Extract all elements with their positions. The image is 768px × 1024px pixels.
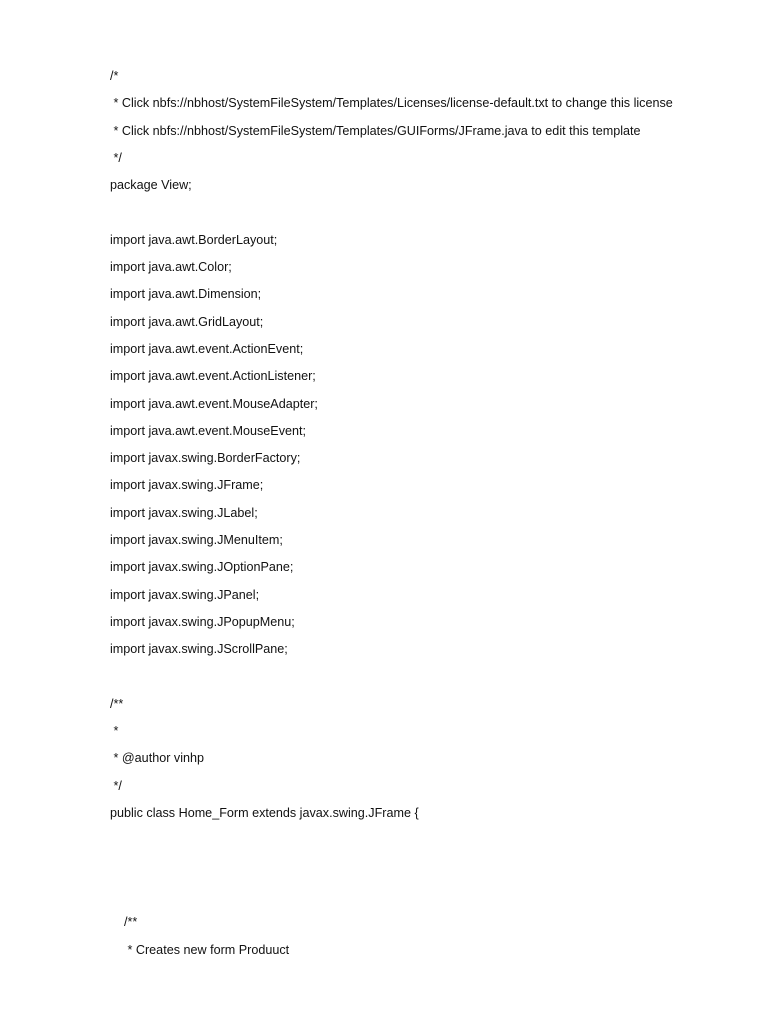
javadoc-close: */ <box>110 778 122 793</box>
import-statement: import java.awt.BorderLayout; <box>110 232 278 247</box>
comment-close: */ <box>110 150 122 165</box>
import-statement: import javax.swing.BorderFactory; <box>110 451 301 466</box>
import-statement: import java.awt.Dimension; <box>110 287 262 302</box>
import-statement: import java.awt.event.MouseEvent; <box>110 423 306 438</box>
import-statement: import javax.swing.JPopupMenu; <box>110 614 295 629</box>
comment-open: /* <box>110 69 119 83</box>
import-statement: import java.awt.event.ActionListener; <box>110 369 316 384</box>
blank-line <box>110 858 750 885</box>
import-statement: import java.awt.GridLayout; <box>110 314 264 329</box>
import-statement: import java.awt.Color; <box>110 260 232 275</box>
import-statement: import java.awt.event.ActionEvent; <box>110 341 304 356</box>
import-statement: import javax.swing.JOptionPane; <box>110 560 294 575</box>
constructor-javadoc-open: /** <box>110 915 138 930</box>
blank-line <box>110 885 750 912</box>
blank-line <box>110 202 750 229</box>
import-statement: import java.awt.event.MouseAdapter; <box>110 396 318 411</box>
blank-line <box>110 667 750 694</box>
import-statement: import javax.swing.JFrame; <box>110 478 264 493</box>
license-comment-line: * Click nbfs://nbhost/SystemFileSystem/Templates/Licenses/license-default.txt to change this license <box>110 96 673 111</box>
javadoc-line: * <box>110 724 119 739</box>
blank-line <box>110 830 750 857</box>
package-declaration: package View; <box>110 178 192 193</box>
import-statement: import javax.swing.JMenuItem; <box>110 533 283 548</box>
author-tag-line: * @author vinhp <box>110 751 204 766</box>
constructor-javadoc-line: * Creates new form Produuct <box>110 942 290 957</box>
import-statement: import javax.swing.JScrollPane; <box>110 642 288 657</box>
import-statement: import javax.swing.JLabel; <box>110 505 258 520</box>
template-comment-line: * Click nbfs://nbhost/SystemFileSystem/Templates/GUIForms/JFrame.java to edit this template <box>110 123 641 138</box>
javadoc-open: /** <box>110 696 124 711</box>
code-text-block <box>110 66 750 967</box>
import-statement: import javax.swing.JPanel; <box>110 587 260 602</box>
class-declaration: public class Home_Form extends javax.swing.JFrame { <box>110 806 419 821</box>
